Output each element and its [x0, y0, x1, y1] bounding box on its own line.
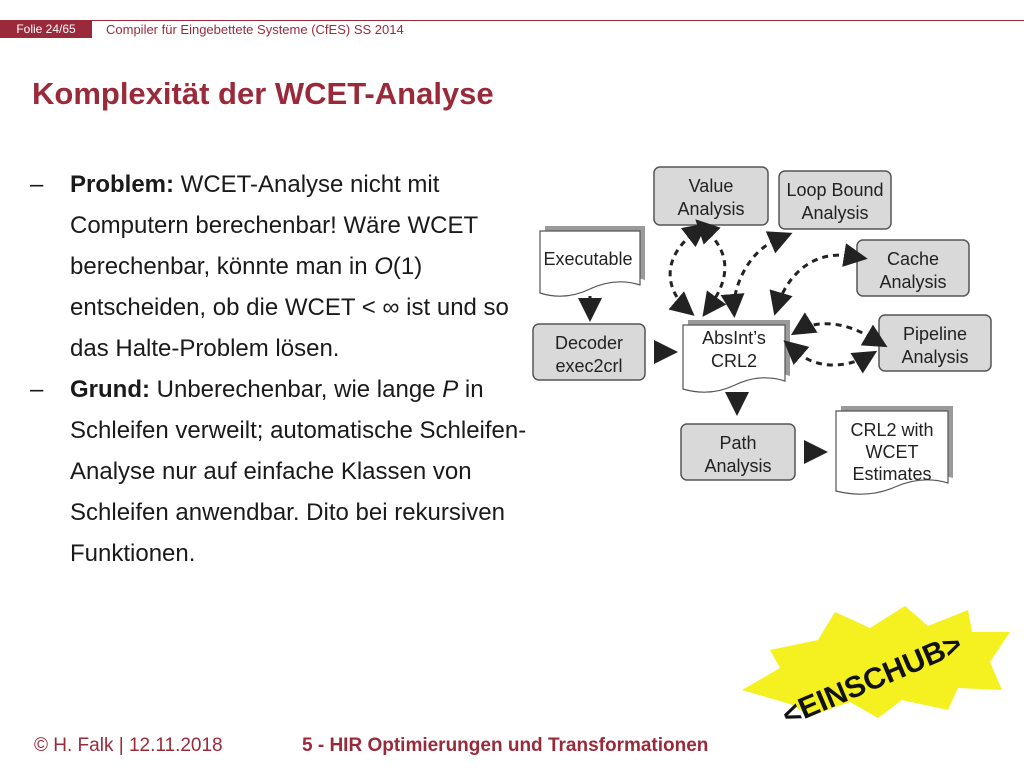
pipeline-analysis-box	[879, 315, 991, 371]
estimates-line2: WCET	[865, 442, 919, 462]
crl2-line1: AbsInt’s	[702, 328, 766, 348]
decoder-box	[533, 324, 645, 380]
arrow-value-crl2-b	[706, 232, 725, 312]
arrow-value-crl2-a	[670, 234, 693, 312]
pipeline-analysis-line2: Analysis	[901, 347, 969, 367]
bullet-label: Problem:	[70, 171, 175, 198]
crl2-document	[683, 320, 790, 392]
arrow-cache-crl2	[776, 255, 850, 310]
bullet-text-cont: in Schleifen verweilt; automatische Schleifen-Analyse nur auf einfache Klassen von Schleifen anwendbar. Dito bei rekursiven Funktionen.	[70, 376, 527, 567]
footer-author: © H. Falk | 12.11.2018	[34, 735, 223, 756]
estimates-line3: Estimates	[852, 464, 932, 484]
cache-analysis-line1: Cache	[886, 249, 940, 269]
arrow-pipeline-crl2-b	[797, 352, 872, 365]
value-analysis-line2: Analysis	[677, 199, 745, 219]
arrow-pipeline-crl2-a	[796, 324, 872, 338]
course-title: Compiler für Eingebettete Systeme (CfES) SS 2014	[106, 22, 404, 37]
value-analysis-line1: Value	[688, 176, 734, 196]
executable-document	[540, 226, 645, 296]
bullet-text: WCET-Analyse nicht mit Computern berechenbar! Wäre WCET berechenbar, könnte man in	[70, 171, 478, 280]
cache-analysis-line2: Analysis	[879, 272, 947, 292]
value-analysis-box	[654, 167, 768, 225]
footer-chapter: 5 - HIR Optimierungen und Transformationen	[302, 735, 709, 756]
einschub-label: <EINSCHUB>	[777, 627, 967, 733]
einschub-badge	[742, 606, 1010, 733]
bullet-dash: –	[30, 171, 44, 198]
estimates-line1: CRL2 with	[850, 420, 934, 440]
loop-bound-box	[779, 171, 891, 229]
bullet-label: Grund:	[70, 376, 150, 403]
slide-number: Folie 24/65	[0, 20, 92, 38]
path-analysis-line1: Path	[719, 433, 757, 453]
executable-label: Executable	[543, 249, 633, 269]
loop-bound-line1: Loop Bound	[786, 180, 884, 200]
pipeline-analysis-line1: Pipeline	[902, 324, 968, 344]
bullet-italic: P	[442, 376, 459, 403]
bullet-text-cont: (1) entscheiden, ob die WCET < ∞ ist und so das Halte-Problem lösen.	[70, 253, 509, 362]
path-analysis-line2: Analysis	[704, 456, 772, 476]
path-analysis-box	[681, 424, 795, 480]
bullet-italic: O	[374, 253, 393, 280]
crl2-line2: CRL2	[710, 351, 758, 371]
decoder-line2: exec2crl	[555, 356, 623, 376]
cache-analysis-box	[857, 240, 969, 296]
estimates-document	[836, 406, 953, 494]
loop-bound-line2: Analysis	[801, 203, 869, 223]
slide-title: Komplexität der WCET-Analyse	[32, 76, 494, 111]
bullet-text: Unberechenbar, wie lange	[149, 376, 443, 403]
decoder-line1: Decoder	[554, 333, 624, 353]
arrow-loop-crl2	[734, 240, 776, 312]
bullet-dash: –	[30, 376, 44, 403]
